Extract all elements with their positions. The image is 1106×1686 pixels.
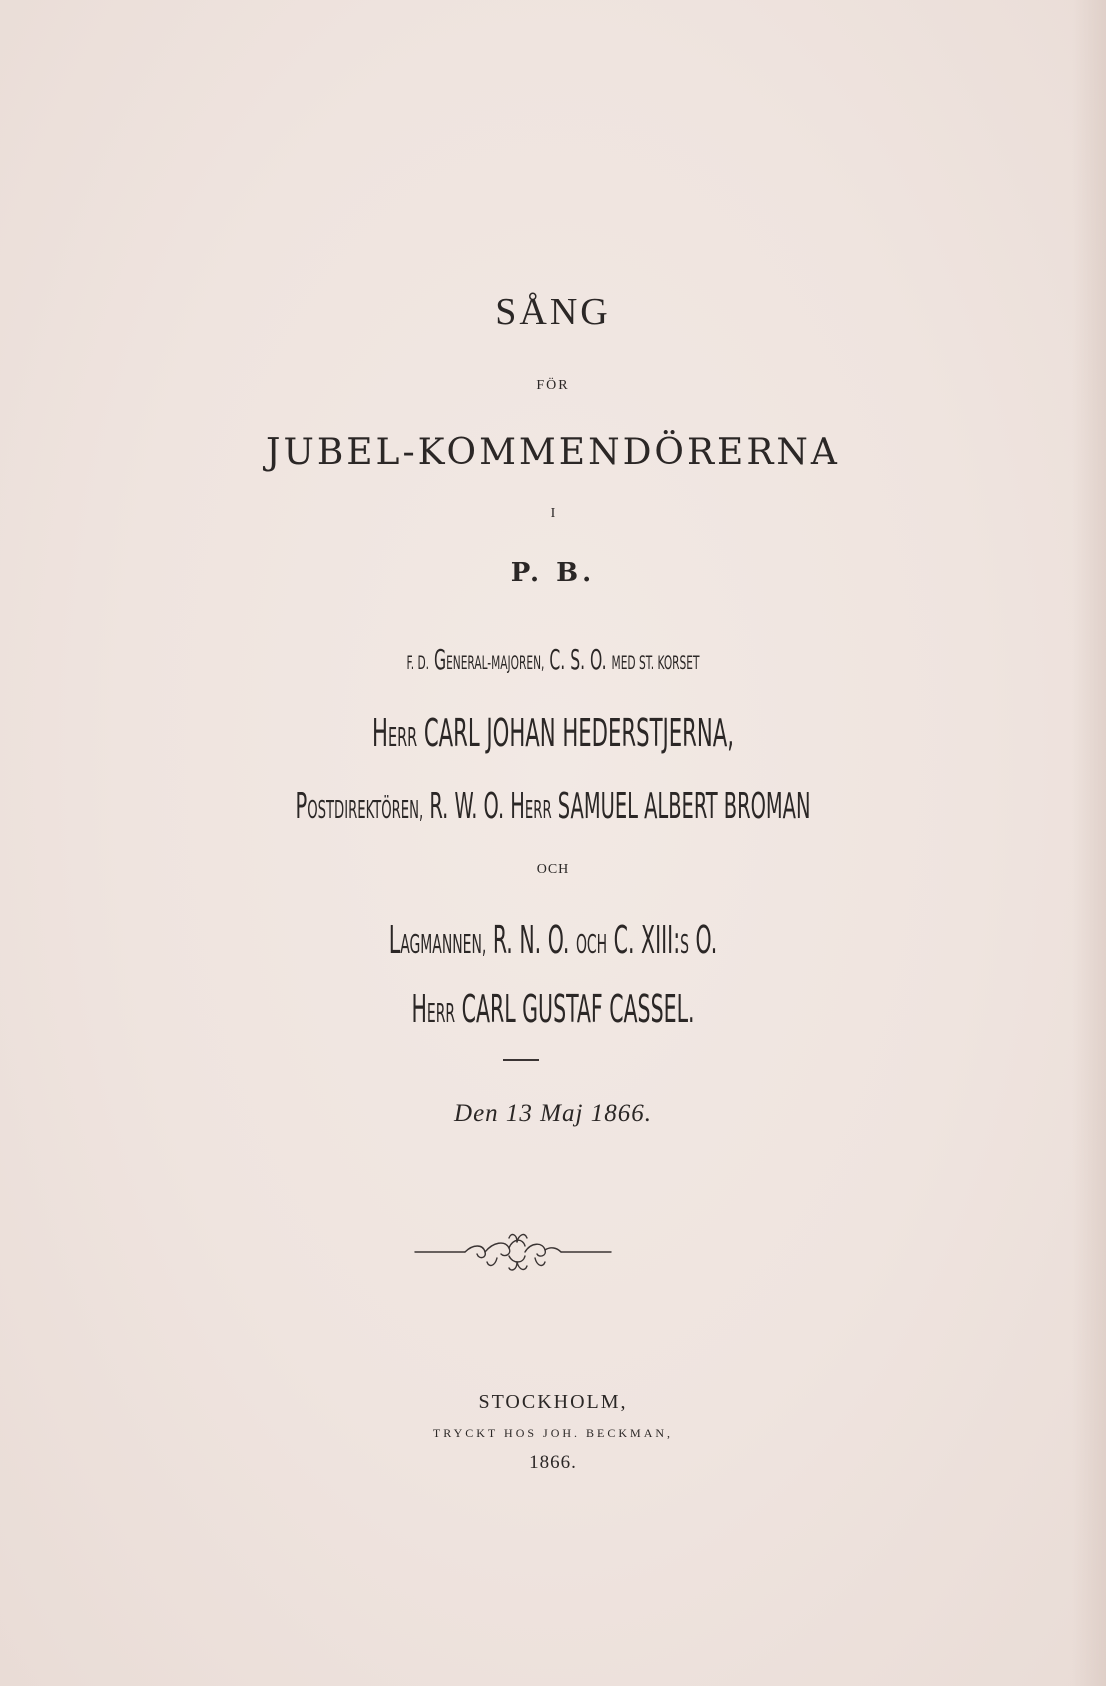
short-rule-divider [503, 1059, 539, 1061]
post-name: SAMUEL ALBERT BROMAN [557, 786, 811, 827]
imprint-city: STOCKHOLM, [478, 1391, 628, 1413]
lag-title: LAGMANNEN, [388, 918, 487, 962]
herr2-name: CARL GUSTAF CASSEL. [461, 987, 695, 1031]
date-line: Den 13 Maj 1866. [454, 1100, 652, 1127]
lag-orders-rno: R. N. O. [492, 918, 570, 962]
lag-orders-cxiii: C. XIII:S O. [613, 918, 718, 962]
honoree-hederstjerna-line [210, 711, 896, 755]
gm-orders: C. S. O. [549, 643, 607, 676]
honoree-cassel-line [221, 987, 885, 1031]
herr2-honorific: HERR [411, 987, 456, 1031]
honoree-generalmajor-line [210, 643, 896, 676]
title-i: I [550, 506, 556, 521]
conjunction-och: OCH [536, 862, 570, 877]
title-pb: P. B. [510, 558, 596, 588]
title-jubel-kommendorerna: JUBEL-KOMMENDÖRERNA [266, 432, 840, 473]
gm-prefix: F. D. [406, 652, 429, 674]
gm-title: GENERAL-MAJOREN, [433, 643, 545, 676]
post-title: POSTDIREKTÖREN, [295, 786, 424, 827]
imprint-year: 1866. [529, 1452, 577, 1473]
title-sang: SÅNG [495, 291, 611, 333]
herr1-name: CARL JOHAN HEDERSTJERNA, [423, 711, 734, 755]
title-for: FÖR [536, 378, 570, 393]
herr1-honorific: HERR [372, 711, 418, 755]
lag-och: OCH [575, 930, 608, 960]
imprint-printer: TRYCKT HOS JOH. BECKMAN, [432, 1426, 674, 1440]
honoree-lagmannen-line [221, 918, 885, 962]
gm-med-st-korset: MED ST. KORSET [611, 652, 700, 674]
honoree-broman-line [221, 786, 885, 827]
post-honorific: HERR [510, 786, 552, 827]
flourish-ornament-icon [413, 1228, 613, 1276]
post-orders: R. W. O. [429, 786, 505, 827]
